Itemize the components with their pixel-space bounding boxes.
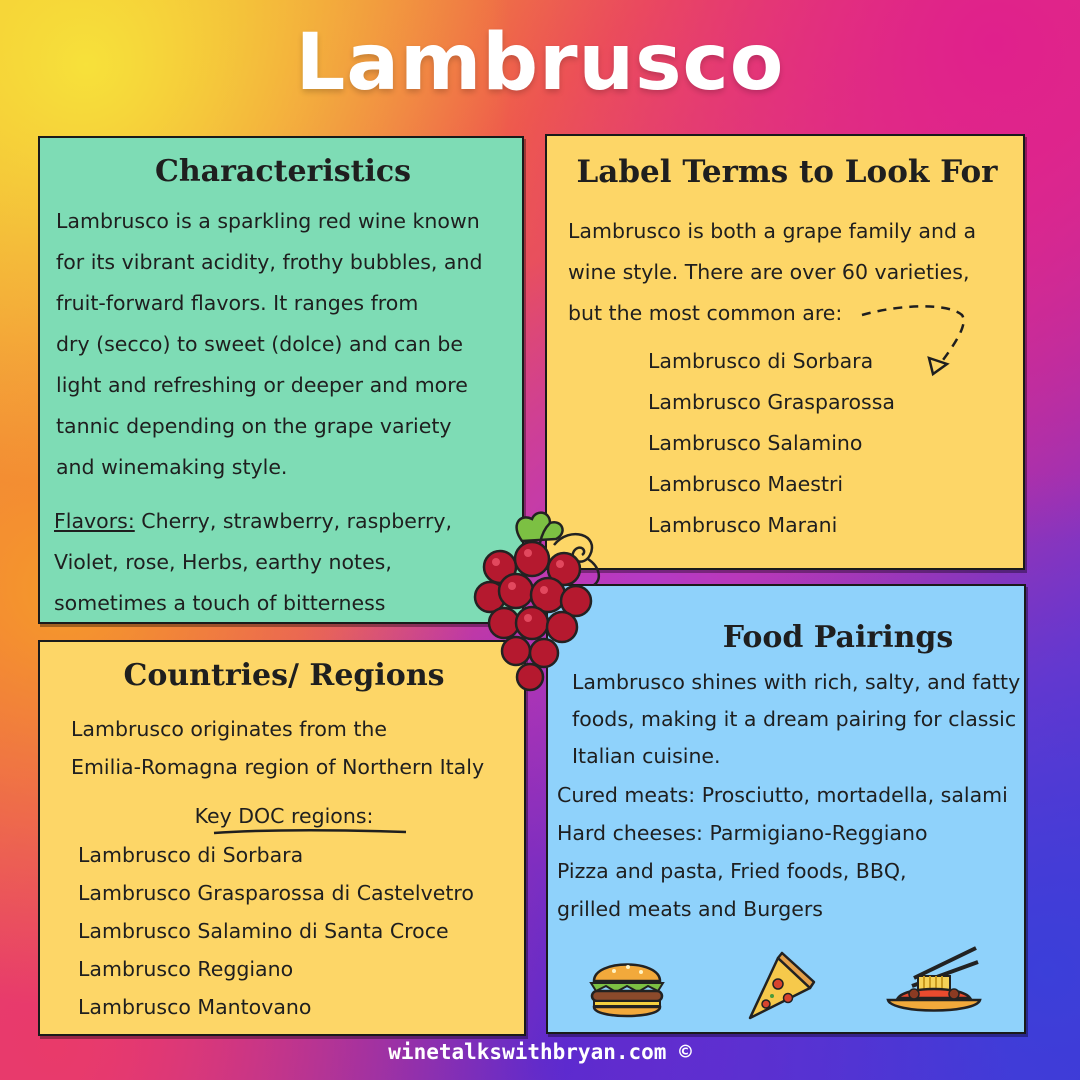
- list-item: Lambrusco Marani: [648, 513, 838, 537]
- list-item: Lambrusco Grasparossa di Castelvetro: [78, 881, 474, 905]
- grape-cluster-icon: [470, 505, 620, 705]
- flavors-text: Cherry, strawberry, raspberry,: [134, 509, 453, 533]
- list-item: grilled meats and Burgers: [557, 897, 823, 921]
- characteristics-line: for its vibrant acidity, frothy bubbles, and: [56, 250, 483, 274]
- characteristics-line: light and refreshing or deeper and more: [56, 373, 468, 397]
- regions-line: Emilia-Romagna region of Northern Italy: [71, 755, 485, 779]
- flavors-label: Flavors:: [54, 509, 135, 533]
- characteristics-heading: Characteristics: [154, 154, 412, 189]
- characteristics-line: and winemaking style.: [56, 455, 288, 479]
- label-terms-line: wine style. There are over 60 varieties,: [568, 260, 970, 284]
- list-item: Lambrusco di Sorbara: [78, 843, 304, 867]
- list-item: Cured meats: Prosciutto, mortadella, salami: [557, 783, 1008, 807]
- list-item: Lambrusco Salamino: [648, 431, 863, 455]
- flavors-line: Violet, rose, Herbs, earthy notes,: [54, 550, 392, 574]
- doc-region-list: [78, 836, 474, 1026]
- food-heading: Food Pairings: [722, 620, 954, 655]
- list-item: Pizza and pasta, Fried foods, BBQ,: [557, 859, 907, 883]
- dashed-arrow-icon: [857, 300, 977, 380]
- list-item: Lambrusco di Sorbara: [648, 349, 874, 373]
- pasta-icon: [884, 942, 984, 1026]
- food-line: foods, making it a dream pairing for classic: [572, 707, 1017, 731]
- list-item: Lambrusco Reggiano: [78, 957, 294, 981]
- list-item: Lambrusco Grasparossa: [648, 390, 895, 414]
- burger-icon: [586, 951, 668, 1023]
- regions-line: Lambrusco originates from the: [71, 717, 388, 741]
- flavors-line: [54, 501, 452, 542]
- list-item: Lambrusco Salamino di Santa Croce: [78, 919, 449, 943]
- regions-intro: [71, 710, 484, 786]
- page-title: Lambrusco: [295, 18, 785, 108]
- footer-credit: winetalkswithbryan.com ©: [388, 1040, 692, 1064]
- regions-panel: [38, 640, 526, 1036]
- flavors-line: sometimes a touch of bitterness: [54, 591, 386, 615]
- food-intro: [572, 664, 1020, 775]
- flavors-block: [54, 501, 452, 624]
- characteristics-line: tannic depending on the grape variety: [56, 414, 452, 438]
- regions-heading: Countries/ Regions: [123, 658, 445, 693]
- characteristics-line: Lambrusco is a sparkling red wine known: [56, 209, 480, 233]
- list-item: Hard cheeses: Parmigiano-Reggiano: [557, 821, 928, 845]
- label-terms-line: but the most common are:: [568, 301, 843, 325]
- list-item: Lambrusco Maestri: [648, 472, 844, 496]
- characteristics-panel: [38, 136, 524, 624]
- pizza-icon: [738, 950, 818, 1026]
- food-line: Italian cuisine.: [572, 744, 721, 768]
- food-line: Lambrusco shines with rich, salty, and fatty: [572, 670, 1021, 694]
- characteristics-line: dry (secco) to sweet (dolce) and can be: [56, 332, 463, 356]
- characteristics-line: fruit-forward flavors. It ranges from: [56, 291, 419, 315]
- label-terms-heading: Label Terms to Look For: [576, 154, 998, 190]
- food-pairings-list: [557, 776, 1008, 928]
- list-item: Lambrusco Mantovano: [78, 995, 312, 1019]
- doc-label-text: Key DOC regions:: [194, 804, 374, 828]
- characteristics-body: [56, 201, 483, 488]
- label-terms-line: Lambrusco is both a grape family and a: [568, 219, 977, 243]
